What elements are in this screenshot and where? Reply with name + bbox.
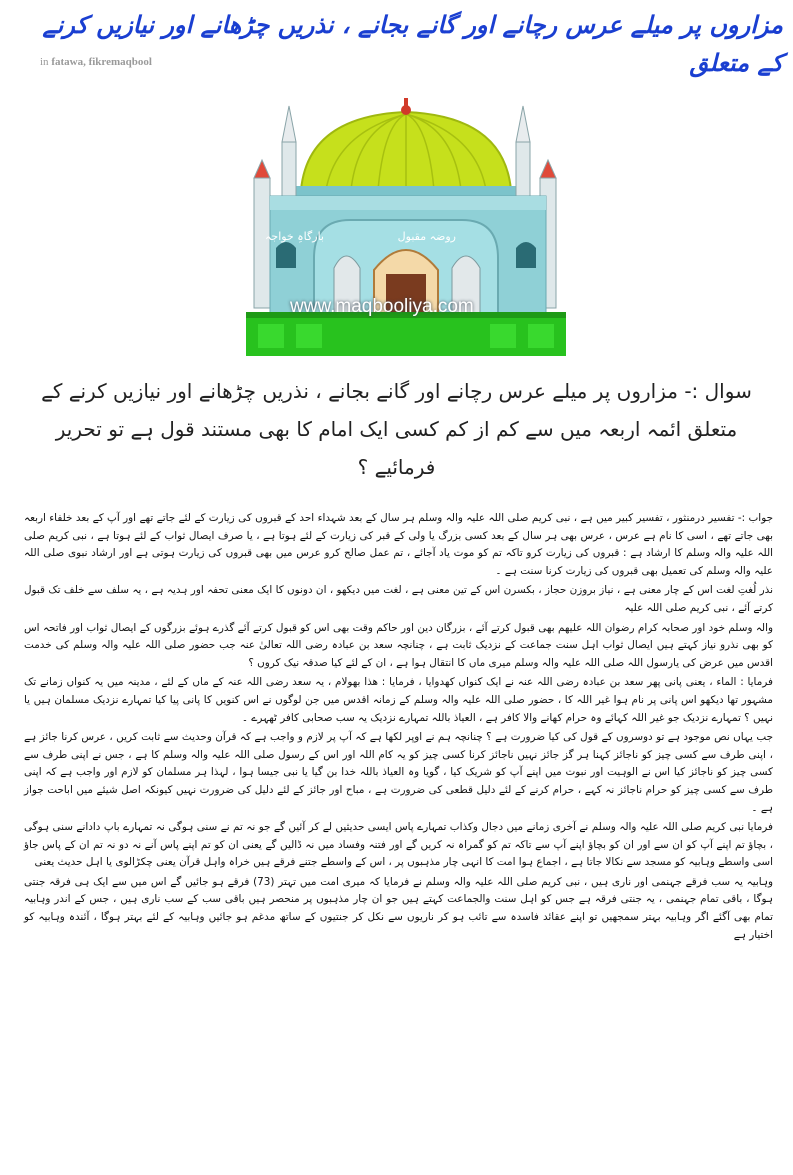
answer-paragraph: جواب :- تفسیر درمنثور ، تفسیر کبیر میں ہے ، نبی کریم صلی اللہ علیہ والہ وسلم ہر سال کے بعد شہداء احد کے قبروں کی زیارت کے لئے جاتے تھے اور آپ کے بعد خلفاء اربعہ بھی جاتے تھے ، اسی کا نام ہے عرس ، عرس بھی ہر سال کے بعد کسی بزرگ یا ولی کے قبر کی زیارت کے لئے ہوتا ہے ، یا صرف ایصال ثواب کے لئے ہوتا ہے ، نبی کریم صلی اللہ علیہ والہ وسلم کا ارشاد ہے : قبروں کی زیارت کرو تاکہ تم کو موت یاد آجائے ، تم عمل صالح کرو عرس میں بھی قبروں کی زیارت ہوتی ہے اور ارشاد نبوی صلی اللہ علیہ والہ وسلم کی تعمیل بھی قبروں کی زیارت کرنا سنت ہے ۔ [24,512,773,577]
image-watermark: www.maqbooliya.com [290,296,474,317]
answer-paragraph: والہ وسلم خود اور صحابہ کرام رضوان اللہ علیھم بھی قبول کرتے آئے ، بزرگان دین اور حاکم وقت بھی اس کو قبول کرتے آئے گذرے ہوئے بزرگوں کے ایصال ثواب اور فاتحہ اس کو بھی نذرو نیاز کہتے ہیں ایصال ثواب اہل سنت جماعت کے نزدیک ثابت ہے ، چنانچہ سعد بن عبادہ رضی اللہ تعالیٰ عنہ جب حضور صلی اللہ علیہ والہ وسلم کی خدمت اقدس میں عرض کی یارسول اللہ صلی اللہ علیہ والہ وسلم میری ماں کا انتقال ہوا ہے ، ان کے لئے کیا صدقہ نیک کروں ؟ [24,621,773,669]
answer-paragraph: وہابیہ یہ سب فرقے جہنمی اور ناری ہیں ، نبی کریم صلی اللہ علیہ والہ وسلم نے فرمایا کہ میری امت میں تہتر (73) فرقے ہو جائیں گے اس میں سے ایک ہی فرقہ جنتی ہوگا ، باقی تمام جہنمی ، یہ جنتی فرقہ ہے جس کو اہل سنت والجماعت کہتے ہیں جو ان چار مذہبوں پر منحصر ہیں باقی سب کے سب ناری ہیں ، جس کے اندر وہابیہ تمام بھی آگئے اگر وہابیہ بہتر سمجھیں تو اپنے عقائد فاسدہ سے تائب ہو کر ناریوں سے نکل کر جنتیوں کے ساتھ مدغم ہو جائیں وہابیہ کے لئے بہتر ہوگا ، آئندہ وہابیہ کو اختیار ہے [24,875,774,941]
answer-paragraph: فرمایا نبی کریم صلی اللہ علیہ والہ وسلم نے آخری زمانے میں دجال وکذاب تمہارے پاس ایسی حدیثیں لے کر آئیں گے جو نہ تم نے سنی ہوگی نہ تمہارے باپ دادانے سنی ہوگی ، بچاؤ تم اپنے آپ کو ان سے اور ان کو بچاؤ اپنے آپ سے تاکہ تم کو گمراہ نہ کریں گے اور فتنہ وفساد میں نہ ڈالیں گے یعنی ان کو تم اپنے پاس آنے نہ دو نہ تم ان کے پاس جاؤ اسی واسطے وہابیہ کو مسجد سے نکالا جاتا ہے ، اجماع ہوا امت کا انہی چار مذہبوں پر ، اس کے واسطے جتنے فرقے ہیں خراہ واہل قرآن یعنی چکڑالوی یا اہل حدیث یعنی [24,821,773,869]
post-title[interactable]: مزاروں پر میلے عرس رچانے اور گانے بجانے ، نذریں چڑھانے اور نیازیں کرنے کے متعلق [42,11,783,77]
answer-paragraph: فرمایا : الماء ، یعنی پانی پھر سعد بن عبادہ رضی اللہ عنہ نے ایک کنواں کھدوایا ، فرمایا : ھذا بھولام ، یہ سعد رضی اللہ عنہ کے ماں کے لئے ، مدینہ میں یہ کنواں زمانے تک مشہور تھا دیکھو اس پانی پر نام ہوا غیر اللہ کا ، حضور صلی اللہ علیہ والہ وسلم کے زمانہ اقدس میں جن لوگوں نے اس کنویں کا پانی پیا کیا تمہارے نزدیک مسلمان ہیں یا نہیں ؟ تمہارے نزدیک جو غیر اللہ کہائے وہ حرام کھانے والا کافر ہے ، العیاذ باللہ تمہارے نزدیک یہ سب صحابی کافر ٹھہرے ۔ [24,676,773,724]
answer-body [24,510,773,946]
answer-paragraph: جب یہاں نص موجود ہے تو دوسروں کے قول کی کیا ضرورت ہے ؟ چنانچہ ہم نے اوپر لکھا ہے کہ آپ پر لازم و واجب ہے کہ قرآن وحدیث سے ثابت کریں ، عرس کرنا جائز ہے ، اپنی طرف سے کسی چیز کو ناجائز کہنا ہر گز جائز نہیں ناجائز کرنا کسی چیز کو یہ کام اللہ اور اس کے رسول صلی اللہ علیہ والہ وسلم کا ہے ، جس نے اپنی طرف سے کسی چیز کو ناجائز کیا اس نے الوہیت اور نبوت میں اپنے آپ کو شریک کیا ، گویا وہ العیاذ باللہ خدا بن گیا یا نبی جیسا ہوا ، لہذا ہر مسلمان کو لازم اور واجب ہے کہ اپنی طرف سے کسی چیز کو حرام ناجائز نہ کہے ، حرام کرنے کے لئے دلیل قطعی کی ضرورت ہے ، مباح اور جائز کے لئے دلیل کی ضرورت نہیں کیونکہ اصل شیئے میں اباحت جواز ہے ۔ [24,731,773,814]
sign-left: بارگاہِ خواجہ [264,230,324,243]
categories-prefix: in [40,56,49,68]
question-text: سوال :- مزاروں پر میلے عرس رچانے اور گانے بجانے ، نذریں چڑھانے اور نیازیں کرنے کے متعلق ائمہ اربعہ میں سے کم از کم کسی ایک امام کا بھی مستند قول ہے تو تحریر فرمائیے ؟ [41,379,752,479]
answer-paragraph: نذر لُغتِ لغت اس کے چار معنی ہے ، نیاز بروزن حجاز ، بکسرن اس کے تین معنی ہے ، لغت میں دیکھو ، ان دونوں کا ایک معنی تحفہ اور ہدیہ ہے ، یہ سلف سے خلف تک قبول کرتے آئے ، نبی کریم صلی اللہ علیہ [24,584,773,614]
post-categories [40,56,152,68]
sign-right: روضہ مقبول [397,230,456,243]
categories-links[interactable]: fatawa, fikremaqbool [51,56,152,68]
